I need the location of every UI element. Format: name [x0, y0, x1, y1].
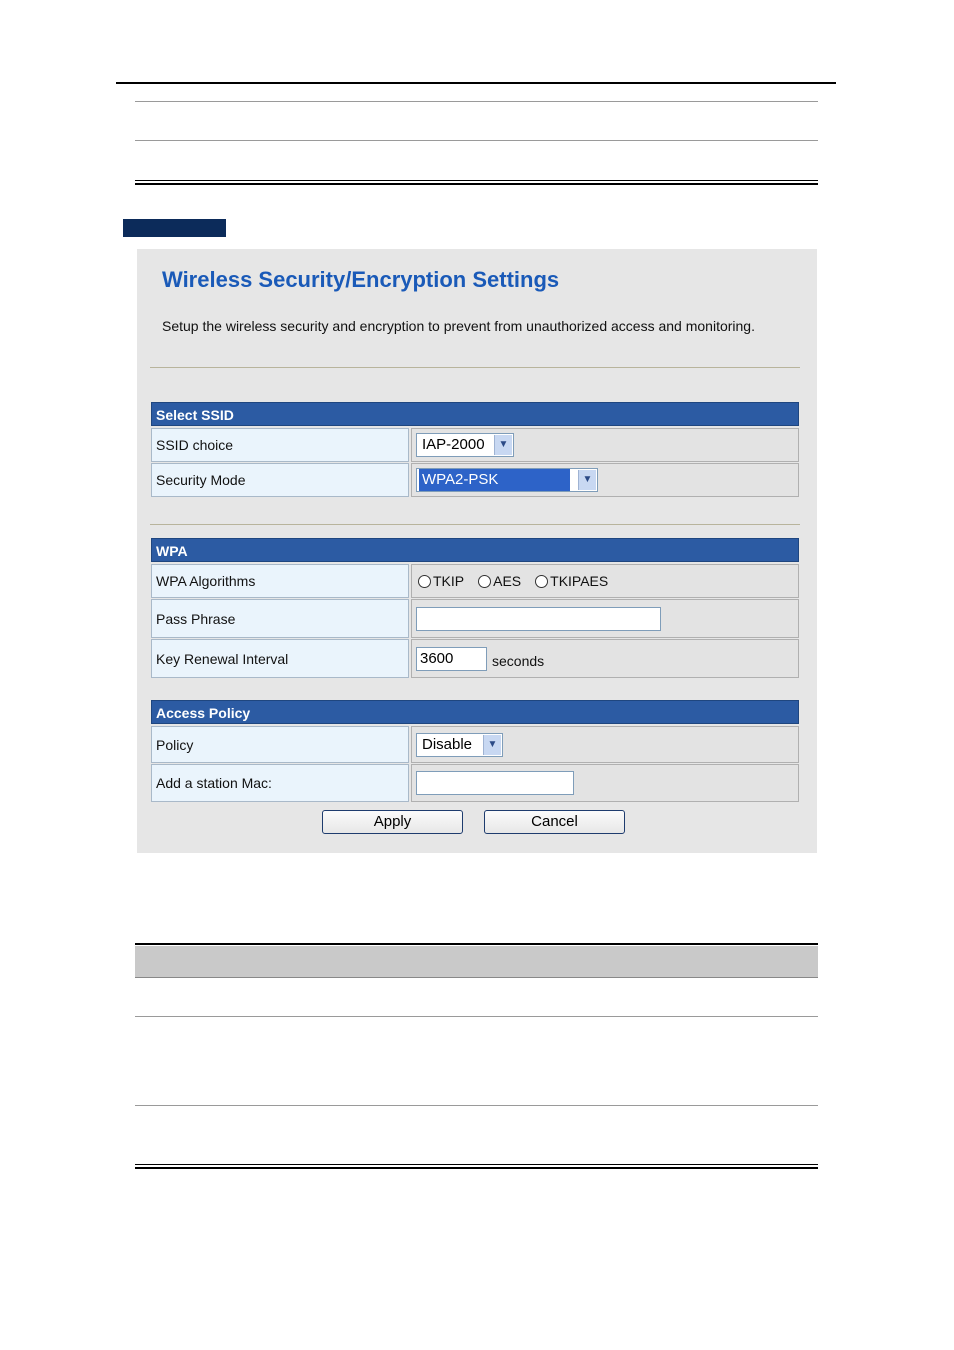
section-header-access-policy: Access Policy — [151, 700, 799, 724]
security-mode-value: WPA2-PSK — [419, 469, 570, 491]
radio-button-icon[interactable] — [478, 575, 491, 588]
ssid-choice-cell — [411, 428, 799, 462]
figure-label-tab — [123, 219, 226, 237]
wpa-algorithms-cell — [411, 564, 799, 598]
doc-table-bottom-rule — [135, 1167, 818, 1169]
key-renewal-input[interactable]: 3600 — [416, 647, 487, 671]
ssid-choice-label: SSID choice — [151, 428, 409, 462]
security-mode-select[interactable] — [416, 468, 598, 492]
pass-phrase-input[interactable] — [416, 607, 661, 631]
pass-phrase-row — [151, 599, 799, 638]
key-renewal-row — [151, 639, 799, 678]
station-mac-input[interactable] — [416, 771, 574, 795]
separator — [150, 524, 800, 525]
policy-label: Policy — [151, 726, 409, 763]
radio-label-tkip[interactable]: TKIP — [433, 573, 465, 589]
separator — [150, 367, 800, 368]
ssid-choice-value: IAP-2000 — [422, 436, 485, 453]
wpa-algorithms-row — [151, 564, 799, 598]
doc-table-bottom-rule — [135, 183, 818, 185]
section-header-wpa: WPA — [151, 538, 799, 562]
chevron-down-icon[interactable]: ▼ — [578, 470, 596, 490]
policy-cell — [411, 726, 799, 763]
wireless-security-panel — [137, 249, 817, 853]
station-mac-cell — [411, 764, 799, 802]
key-renewal-cell — [411, 639, 799, 678]
chevron-down-icon[interactable]: ▼ — [483, 735, 501, 755]
doc-table-bottom-rule — [135, 180, 818, 181]
doc-table-top-rule — [135, 943, 818, 945]
wpa-algorithms-label: WPA Algorithms — [151, 564, 409, 598]
security-mode-cell — [411, 463, 799, 497]
section-header-select-ssid: Select SSID — [151, 402, 799, 426]
doc-table-line — [135, 140, 818, 141]
page-title: Wireless Security/Encryption Settings — [162, 267, 560, 292]
radio-label-aes[interactable]: AES — [493, 573, 522, 589]
radio-button-icon[interactable] — [535, 575, 548, 588]
apply-button[interactable]: Apply — [322, 810, 463, 834]
pass-phrase-label: Pass Phrase — [151, 599, 409, 638]
chevron-down-icon[interactable]: ▼ — [494, 435, 512, 455]
doc-table-bottom-rule — [135, 1164, 818, 1165]
doc-table-line — [135, 1016, 818, 1017]
radio-label-tkipaes[interactable]: TKIPAES — [550, 573, 609, 589]
doc-table-line — [135, 101, 818, 102]
cancel-button[interactable]: Cancel — [484, 810, 625, 834]
radio-button-icon[interactable] — [418, 575, 431, 588]
station-mac-label: Add a station Mac: — [151, 764, 409, 802]
pass-phrase-cell — [411, 599, 799, 638]
doc-table-line — [135, 1105, 818, 1106]
policy-row — [151, 726, 799, 763]
policy-value: Disable — [422, 735, 473, 753]
ssid-choice-row — [151, 428, 799, 462]
key-renewal-label: Key Renewal Interval — [151, 639, 409, 678]
page-description: Setup the wireless security and encryption to prevent from unauthorized access and monitoring. — [162, 318, 755, 334]
ssid-choice-select[interactable] — [416, 433, 514, 457]
key-renewal-unit: seconds — [492, 653, 545, 669]
policy-select[interactable] — [416, 733, 503, 757]
page-top-rule — [116, 82, 836, 84]
station-mac-row — [151, 764, 799, 802]
security-mode-row — [151, 463, 799, 497]
security-mode-label: Security Mode — [151, 463, 409, 497]
doc-table-header — [135, 946, 818, 978]
